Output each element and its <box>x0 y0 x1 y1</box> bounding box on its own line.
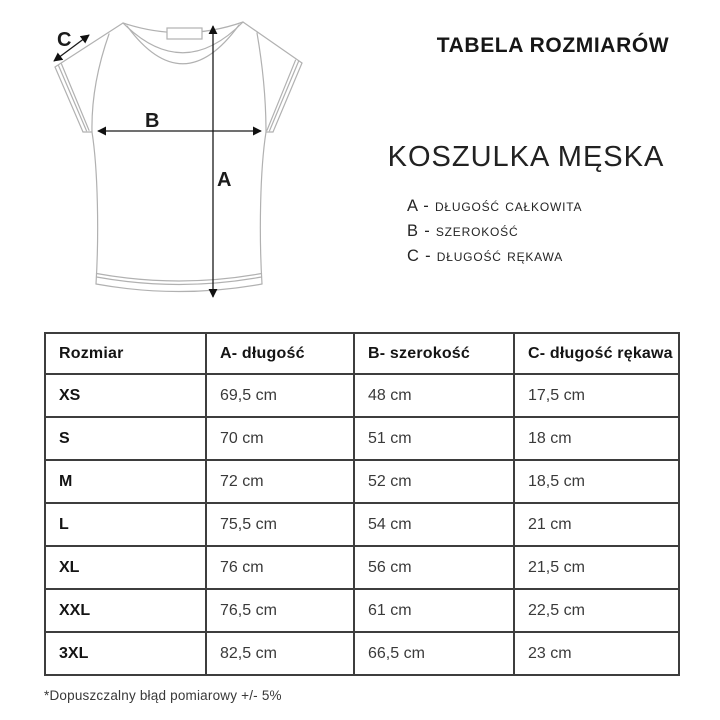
length-value: 72 cm <box>206 460 354 503</box>
column-header-size: Rozmiar <box>45 333 206 374</box>
measurement-tolerance-note: *Dopuszczalny błąd pomiarowy +/- 5% <box>44 688 282 703</box>
table-row-xs <box>45 374 679 417</box>
hem-bottom-edge <box>96 284 262 292</box>
right-cuff-stitch <box>267 60 296 130</box>
left-armhole-seam <box>92 34 109 132</box>
width-value: 66,5 cm <box>354 632 514 675</box>
column-header-sleeve: C- długość rękawa <box>514 333 679 374</box>
column-header-length: A- długość <box>206 333 354 374</box>
size-cell: M <box>45 460 206 503</box>
left-sleeve-cuff <box>55 67 83 132</box>
size-cell: XS <box>45 374 206 417</box>
sleeve-value: 21 cm <box>514 503 679 546</box>
dimension-label-c: C <box>57 29 72 51</box>
length-value: 76 cm <box>206 546 354 589</box>
left-cuff-stitch <box>62 64 90 130</box>
column-header-width: B- szerokość <box>354 333 514 374</box>
size-cell: L <box>45 503 206 546</box>
table-row-l <box>45 503 679 546</box>
table-row-m <box>45 460 679 503</box>
hem-stitch <box>97 274 262 282</box>
legend-item-c: C - długość rękawa <box>407 247 564 265</box>
table-row-xxl <box>45 589 679 632</box>
length-value: 69,5 cm <box>206 374 354 417</box>
width-value: 61 cm <box>354 589 514 632</box>
sleeve-value: 22,5 cm <box>514 589 679 632</box>
dimension-label-a: A <box>217 169 232 191</box>
page-title: TABELA ROZMIARÓW <box>436 34 670 57</box>
width-value: 54 cm <box>354 503 514 546</box>
size-cell: S <box>45 417 206 460</box>
left-side-seam <box>92 132 98 284</box>
size-cell: XXL <box>45 589 206 632</box>
right-cuff-stitch <box>270 62 299 131</box>
tshirt-outline <box>55 22 302 292</box>
length-value: 70 cm <box>206 417 354 460</box>
dimension-legend <box>407 194 582 269</box>
sleeve-value: 18 cm <box>514 417 679 460</box>
neck-label-tag <box>167 28 202 39</box>
sleeve-value: 18,5 cm <box>514 460 679 503</box>
right-side-seam <box>260 132 266 284</box>
length-value: 76,5 cm <box>206 589 354 632</box>
size-cell: XL <box>45 546 206 589</box>
table-row-3xl <box>45 632 679 675</box>
right-sleeve-cuff <box>273 63 302 132</box>
width-value: 48 cm <box>354 374 514 417</box>
product-title: KOSZULKA MĘSKA <box>387 141 665 173</box>
width-value: 51 cm <box>354 417 514 460</box>
length-value: 82,5 cm <box>206 632 354 675</box>
left-cuff-stitch <box>59 66 87 131</box>
length-value: 75,5 cm <box>206 503 354 546</box>
table-row-xl <box>45 546 679 589</box>
width-value: 52 cm <box>354 460 514 503</box>
tshirt-diagram <box>36 10 328 316</box>
sleeve-value: 23 cm <box>514 632 679 675</box>
right-armhole-seam <box>257 33 266 132</box>
size-cell: 3XL <box>45 632 206 675</box>
legend-item-b: B - szerokość <box>407 222 519 240</box>
sleeve-value: 21,5 cm <box>514 546 679 589</box>
table-header-row <box>45 333 679 374</box>
sleeve-value: 17,5 cm <box>514 374 679 417</box>
legend-item-a: A - długość całkowita <box>407 197 583 215</box>
width-value: 56 cm <box>354 546 514 589</box>
dimension-label-b: B <box>145 110 160 132</box>
right-shoulder-seam <box>243 22 302 63</box>
table-row-s <box>45 417 679 460</box>
size-table <box>44 332 680 676</box>
